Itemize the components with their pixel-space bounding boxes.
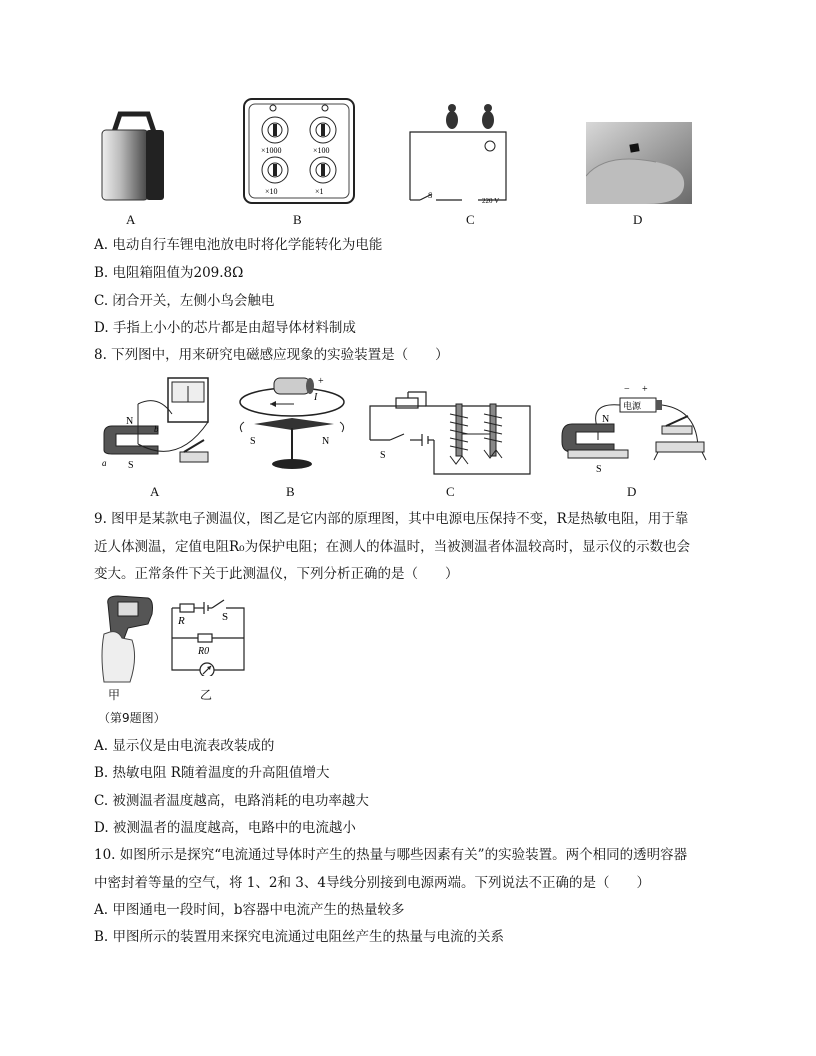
q9-fig-yi: 乙 bbox=[200, 688, 213, 702]
q9-stem-line2: 近人体测温，定值电阻R₀为保护电阻；在测人的体温时，当被测温者体温较高时，显示仪的示数也会 bbox=[94, 539, 691, 555]
q9-circuit-figure bbox=[164, 596, 250, 676]
resbox-x1000: ×1000 bbox=[261, 146, 282, 155]
bird-circuit-figure bbox=[406, 100, 512, 206]
q10-option-a: A. 甲图通电一段时间，b容器中电流产生的热量较多 bbox=[94, 902, 405, 918]
q8-label-b: B bbox=[286, 484, 295, 499]
q7-label-c: C bbox=[466, 212, 475, 227]
q7-option-c: C. 闭合开关，左侧小鸟会触电 bbox=[94, 293, 275, 309]
q8-label-c: C bbox=[446, 484, 455, 499]
q7-option-b: B. 电阻箱阻值为209.8Ω bbox=[94, 265, 244, 281]
q7-label-b: B bbox=[293, 212, 302, 227]
q8d-n: N bbox=[602, 414, 610, 425]
q8a-b: b bbox=[154, 424, 159, 434]
q8c-s: S bbox=[380, 450, 386, 461]
circuit-c-switch: S bbox=[428, 191, 433, 200]
chip-on-finger-photo bbox=[586, 122, 692, 204]
q9-fig-caption: （第9题图） bbox=[98, 711, 166, 725]
q8-figure-b bbox=[234, 372, 354, 476]
thermometer-gun-figure bbox=[98, 594, 158, 686]
q8-figure-c bbox=[366, 384, 536, 476]
q8b-n: N bbox=[322, 436, 330, 447]
q7-label-a: A bbox=[126, 212, 136, 227]
q8a-s: S bbox=[128, 460, 134, 471]
q7-label-d: D bbox=[633, 212, 643, 227]
circuit-c-voltage: 220 V bbox=[482, 197, 500, 205]
q9-fig-jia: 甲 bbox=[108, 688, 121, 702]
q8-stem: 8. 下列图中，用来研究电磁感应现象的实验装置是（ ） bbox=[94, 347, 449, 363]
q9-fig-r0: R0 bbox=[198, 646, 210, 657]
q10-option-b: B. 甲图所示的装置用来探究电流通过电阻丝产生的热量与电流的关系 bbox=[94, 929, 505, 945]
q8-figure-d bbox=[558, 380, 712, 476]
q9-option-d: D. 被测温者的温度越高，电路中的电流越小 bbox=[94, 820, 356, 836]
q7-option-d: D. 手指上小小的芯片都是由超导体材料制成 bbox=[94, 320, 356, 336]
q10-stem-line2: 中密封着等量的空气，将 1、2和 3、4导线分别接到电源两端。下列说法不正确的是（ ） bbox=[94, 875, 650, 891]
q8d-power: 电源 bbox=[623, 401, 642, 411]
q9-option-c: C. 被测温者温度越高，电路消耗的电功率越大 bbox=[94, 793, 369, 809]
q8d-minus: − bbox=[624, 384, 630, 395]
q9-fig-r: R bbox=[178, 615, 185, 627]
q8d-plus: + bbox=[642, 384, 648, 395]
q9-stem-line3: 变大。正常条件下关于此测温仪，下列分析正确的是（ ） bbox=[94, 566, 459, 582]
q8d-s: S bbox=[596, 464, 602, 475]
battery-figure bbox=[98, 110, 170, 205]
q8a-a: a bbox=[102, 458, 107, 468]
q9-option-a: A. 显示仪是由电流表改装成的 bbox=[94, 738, 275, 754]
resistance-box-figure bbox=[243, 98, 355, 204]
q8a-n: N bbox=[126, 416, 134, 427]
q9-stem-line1: 9. 图甲是某款电子测温仪，图乙是它内部的原理图，其中电源电压保持不变，R是热敏电阻，用于靠 bbox=[94, 511, 689, 527]
q8-label-a: A bbox=[150, 484, 160, 499]
q8-label-d: D bbox=[627, 484, 637, 499]
q8-figure-a bbox=[98, 374, 218, 474]
resbox-x1: ×1 bbox=[315, 187, 324, 196]
q8b-s: S bbox=[250, 436, 256, 447]
q7-option-a: A. 电动自行车锂电池放电时将化学能转化为电能 bbox=[94, 237, 383, 253]
q8b-plus: + bbox=[318, 376, 324, 387]
q10-stem-line1: 10. 如图所示是探究“电流通过导体时产生的热量与哪些因素有关”的实验装置。两个相同的透明容器 bbox=[94, 847, 688, 863]
q8b-i: I bbox=[314, 392, 318, 403]
resbox-x10: ×10 bbox=[265, 187, 278, 196]
q9-option-b: B. 热敏电阻 R随着温度的升高阻值增大 bbox=[94, 765, 330, 781]
q9-fig-s: S bbox=[222, 611, 229, 623]
resbox-x100: ×100 bbox=[313, 146, 330, 155]
